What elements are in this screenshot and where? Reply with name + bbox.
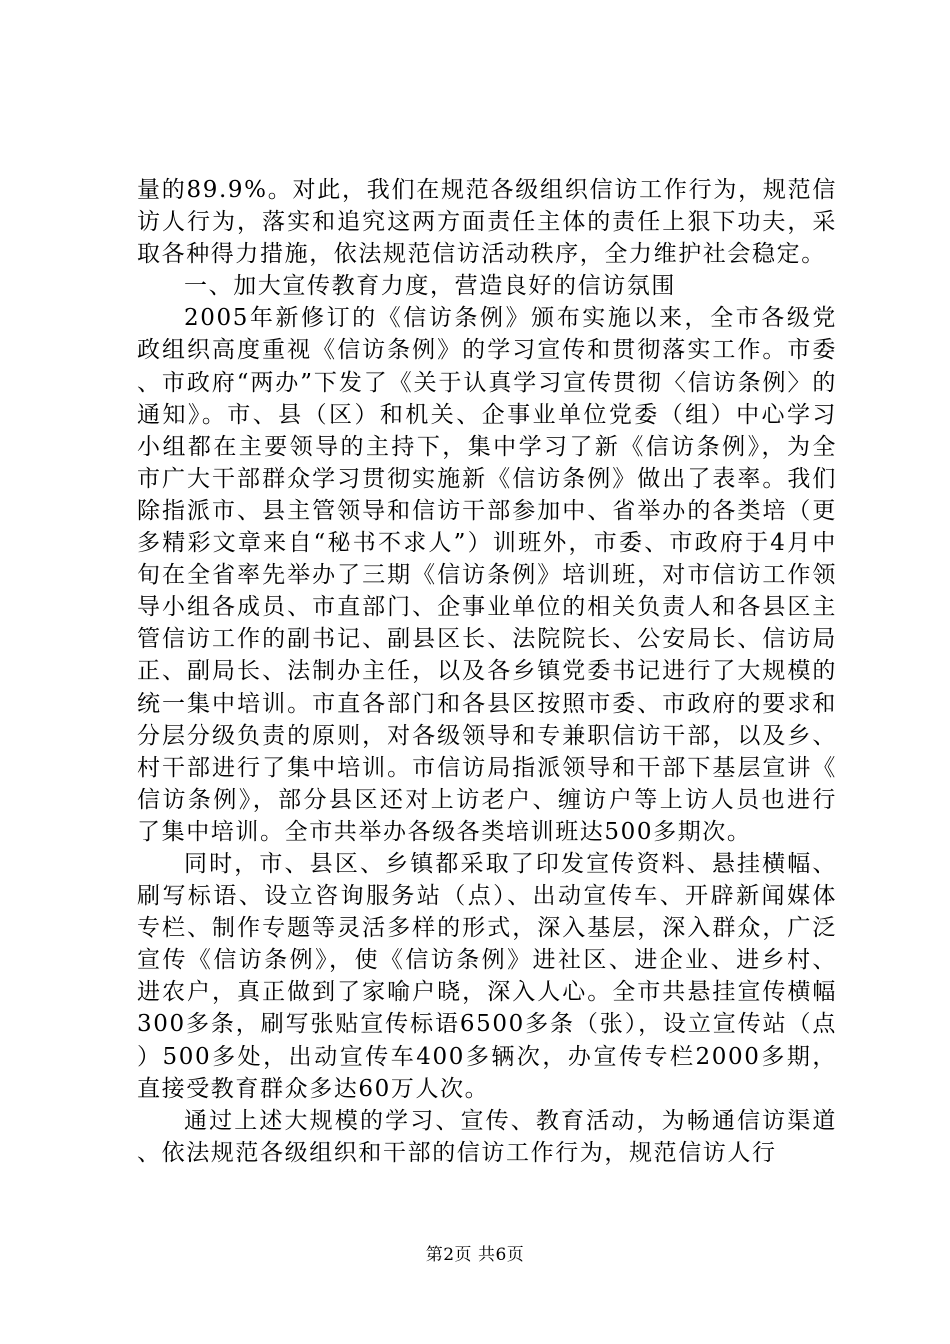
document-body [137,174,837,1169]
paragraph-training: 2005年新修订的《信访条例》颁布实施以来，全市各级党政组织高度重视《信访条例》的学习宣传和贯彻落实工作。市委、市政府“两办”下发了《关于认真学习宣传贯彻〈信访条例〉的通知》。市、县（区）和机关、企事业单位党委（组）中心学习小组都在主要领导的主持下，集中学习了新《信访条例》，为全市广大干部群众学习贯彻实施新《信访条例》做出了表率。我们除指派市、县主管领导和信访干部参加中、省举办的各类培（更多精彩文章来自“秘书不求人”）训班外，市委、市政府于4月中旬在全省率先举办了三期《信访条例》培训班，对市信访工作领导小组各成员、市直部门、企事业单位的相关负责人和各县区主管信访工作的副书记、副县区长、法院院长、公安局长、信访局正、副局长、法制办主任，以及各乡镇党委书记进行了大规模的统一集中培训。市直各部门和各县区按照市委、市政府的要求和分层分级负责的原则，对各级领导和专兼职信访干部，以及乡、村干部进行了集中培训。市信访局指派领导和干部下基层宣讲《信访条例》，部分县区还对上访老户、缠访户等上访人员也进行了集中培训。全市共举办各级各类培训班达500多期次。 [137,305,837,845]
paragraph-conclusion: 通过上述大规模的学习、宣传、教育活动，为畅通信访渠道、依法规范各级组织和干部的信访工作行为，规范信访人行 [137,1107,837,1166]
paragraph-continuation: 量的89.9%。对此，我们在规范各级组织信访工作行为，规范信访人行为，落实和追究这两方面责任主体的责任上狠下功夫，采取各种得力措施，依法规范信访活动秩序，全力维护社会稳定。 [137,177,837,268]
page-number-footer: 第2页 共6页 [425,1245,525,1265]
paragraph-publicity: 同时，市、县区、乡镇都采取了印发宣传资料、悬挂横幅、刷写标语、设立咨询服务站（点）、出动宣传车、开辟新闻媒体专栏、制作专题等灵活多样的形式，深入基层，深入群众，广泛宣传《信访条例》，使《信访条例》进社区、进企业、进乡村、进农户，真正做到了家喻户晓，深入人心。全市共悬挂宣传横幅300多条，刷写张贴宣传标语6500多条（张），设立宣传站（点）500多处，出动宣传车400多辆次，办宣传专栏2000多期，直接受教育群众多达60万人次。 [137,850,837,1102]
section-heading: 一、加大宣传教育力度，营造良好的信访氛围 [184,273,676,300]
